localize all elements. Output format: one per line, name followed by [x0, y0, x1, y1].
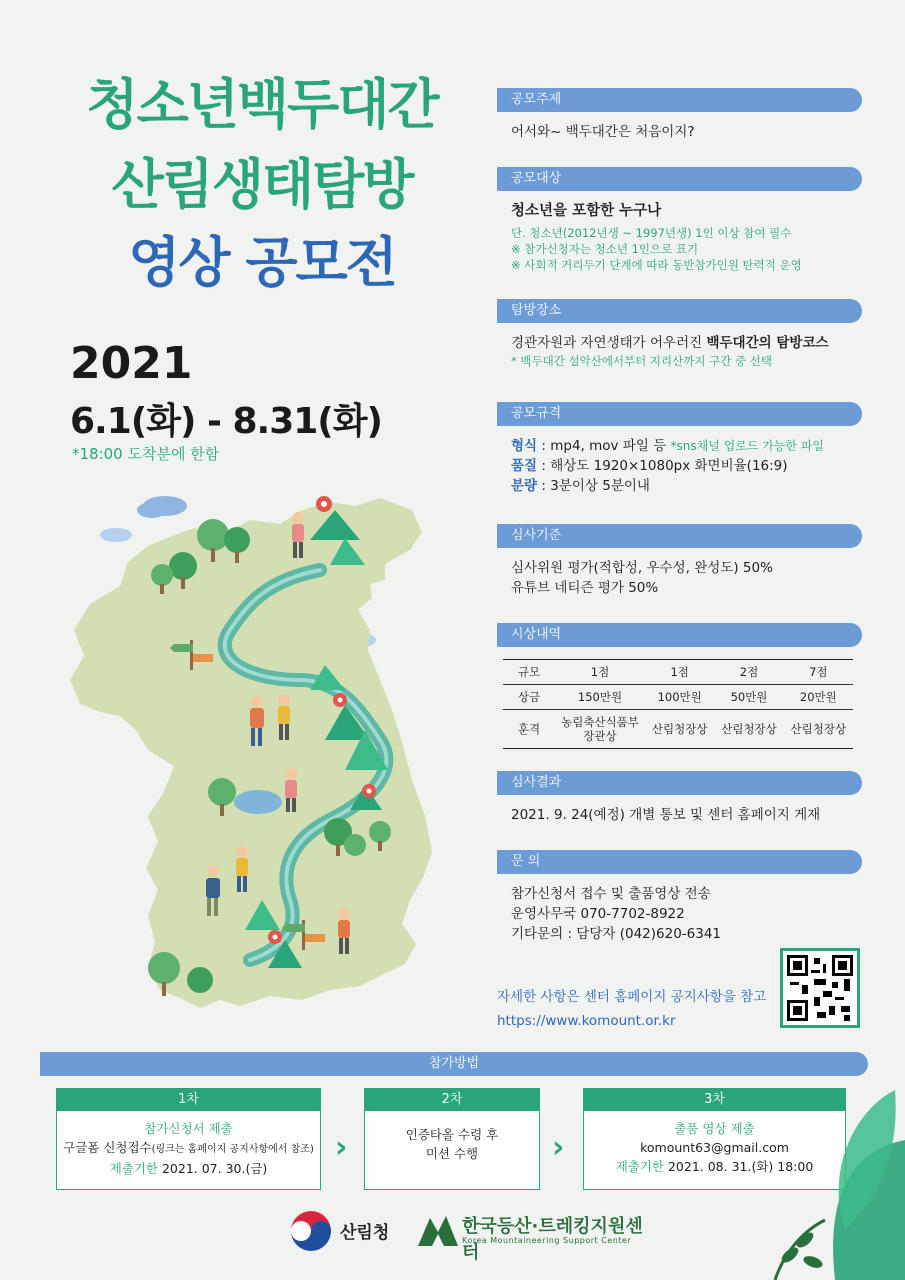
place-highlight: 백두대간의 탐방코스 [706, 335, 829, 351]
step-2-label: 2차 [365, 1089, 539, 1111]
section-contact-head: 문 의 [497, 850, 862, 874]
table-row: 훈격 농림축산식품부 장관상 산림청장상 산림청장상 산림청장상 [503, 710, 853, 749]
section-place-head: 탐방장소 [497, 299, 862, 323]
section-awards [497, 623, 862, 749]
step-2 [364, 1088, 540, 1190]
title-line-1: 청소년백두대간 [86, 73, 438, 136]
step-3-title: 출품 영상 제출 [674, 1121, 755, 1136]
spec-length: 분량 : 3분이상 5분이내 [511, 478, 650, 494]
target-note-2: ※ 참가신청자는 청소년 1인으로 표기 [511, 242, 699, 256]
target-note-1: 단. 청소년(2012년생 ~ 1997년생) 1인 이상 참여 필수 [511, 226, 792, 240]
section-result-head: 심사결과 [497, 771, 862, 795]
lake [234, 790, 282, 814]
deadline-note: *18:00 도착분에 한함 [72, 445, 220, 463]
section-criteria [497, 524, 862, 598]
komount-logo-icon [418, 1212, 458, 1248]
komount-logo-text: 한국등산·트레킹지원센터 [462, 1216, 643, 1263]
komount-logo-subtext: Korea Mountaineering Support Center [462, 1236, 632, 1245]
info-note [497, 985, 766, 1033]
step-1-label: 1차 [57, 1089, 320, 1111]
section-awards-head: 시상내역 [497, 623, 862, 647]
step-2-line-1: 인증타올 수령 후 [405, 1127, 499, 1142]
method-head: 참가방법 [40, 1052, 868, 1076]
step-3-email[interactable]: komount63@gmail.com [640, 1140, 789, 1155]
awards-table [503, 659, 853, 749]
section-result [497, 771, 862, 825]
section-target-head: 공모대상 [497, 167, 862, 191]
title-line-3: 영상 공모전 [128, 231, 396, 294]
period-dates: 6.1(화) - 8.31(화) [70, 401, 382, 442]
step-2-line-2: 미션 수행 [425, 1146, 479, 1161]
qr-pattern [787, 955, 853, 1021]
contact-line-2: 운영사무국 070-7702-8922 [511, 906, 685, 922]
contact-line-3: 기타문의 : 담당자 (042)620-6341 [511, 926, 722, 942]
section-target [497, 167, 862, 273]
contact-line-1: 참가신청서 접수 및 출품영상 전송 [511, 886, 711, 902]
chevron-right-icon: › [335, 1130, 348, 1165]
chevron-right-icon: › [552, 1130, 565, 1165]
korea-government-emblem-icon [290, 1210, 332, 1252]
homepage-link[interactable]: https://www.komount.or.kr [497, 1013, 676, 1029]
section-contact [497, 850, 862, 944]
qr-code[interactable] [780, 948, 860, 1028]
info-text: 자세한 사항은 센터 홈페이지 공지사항을 참고 [497, 989, 767, 1005]
step-1-deadline: 제출기한 2021. 07. 30.(금) [109, 1161, 268, 1176]
section-spec [497, 402, 862, 496]
section-criteria-head: 심사기준 [497, 524, 862, 548]
step-1-desc: 구글폼 신청접수(링크는 홈페이지 공지사항에서 참조) [63, 1140, 314, 1155]
section-spec-head: 공모규격 [497, 402, 862, 426]
spec-format: 형식 : mp4, mov 파일 등 *sns채널 업로드 가능한 파일 [511, 438, 824, 454]
title-line-2: 산림생태탐방 [111, 153, 413, 216]
criteria-line-2: 유튜브 네티즌 평가 50% [511, 580, 659, 596]
korea-map-illustration [40, 480, 480, 1040]
place-main: 경관자원과 자연생태가 어우러진 백두대간의 탐방코스 [511, 335, 829, 351]
section-theme-head: 공모주제 [497, 88, 862, 112]
spec-quality: 품질 : 해상도 1920×1080px 화면비율(16:9) [511, 458, 788, 474]
table-row: 규모 1점 1점 2점 7점 [503, 660, 853, 685]
table-row: 상금 150만원 100만원 50만원 20만원 [503, 685, 853, 710]
target-main: 청소년을 포함한 누구나 [511, 203, 662, 219]
period-year: 2021 [70, 338, 193, 389]
leaf-decoration [735, 1080, 905, 1280]
section-place [497, 299, 862, 369]
criteria-line-1: 심사위원 평가(적합성, 우수성, 완성도) 50% [511, 560, 773, 576]
step-3-label: 3차 [584, 1089, 845, 1111]
forest-service-logo-text: 산림청 [340, 1223, 390, 1243]
step-1-title: 참가신청서 제출 [144, 1121, 233, 1136]
step-3-deadline: 제출기한 2021. 08. 31.(화) 18:00 [615, 1159, 814, 1174]
result-text: 2021. 9. 24(예정) 개별 통보 및 센터 홈페이지 게재 [511, 807, 821, 823]
step-1 [56, 1088, 321, 1190]
footer-logos [290, 1208, 650, 1263]
place-note: * 백두대간 설악산에서부터 지리산까지 구간 중 선택 [511, 354, 772, 368]
target-note-3: ※ 사회적 거리두기 단계에 따라 동반참가인원 탄력적 운영 [511, 258, 802, 272]
theme-text: 어서와~ 백두대간은 처음이지? [511, 124, 695, 140]
section-theme [497, 88, 862, 142]
